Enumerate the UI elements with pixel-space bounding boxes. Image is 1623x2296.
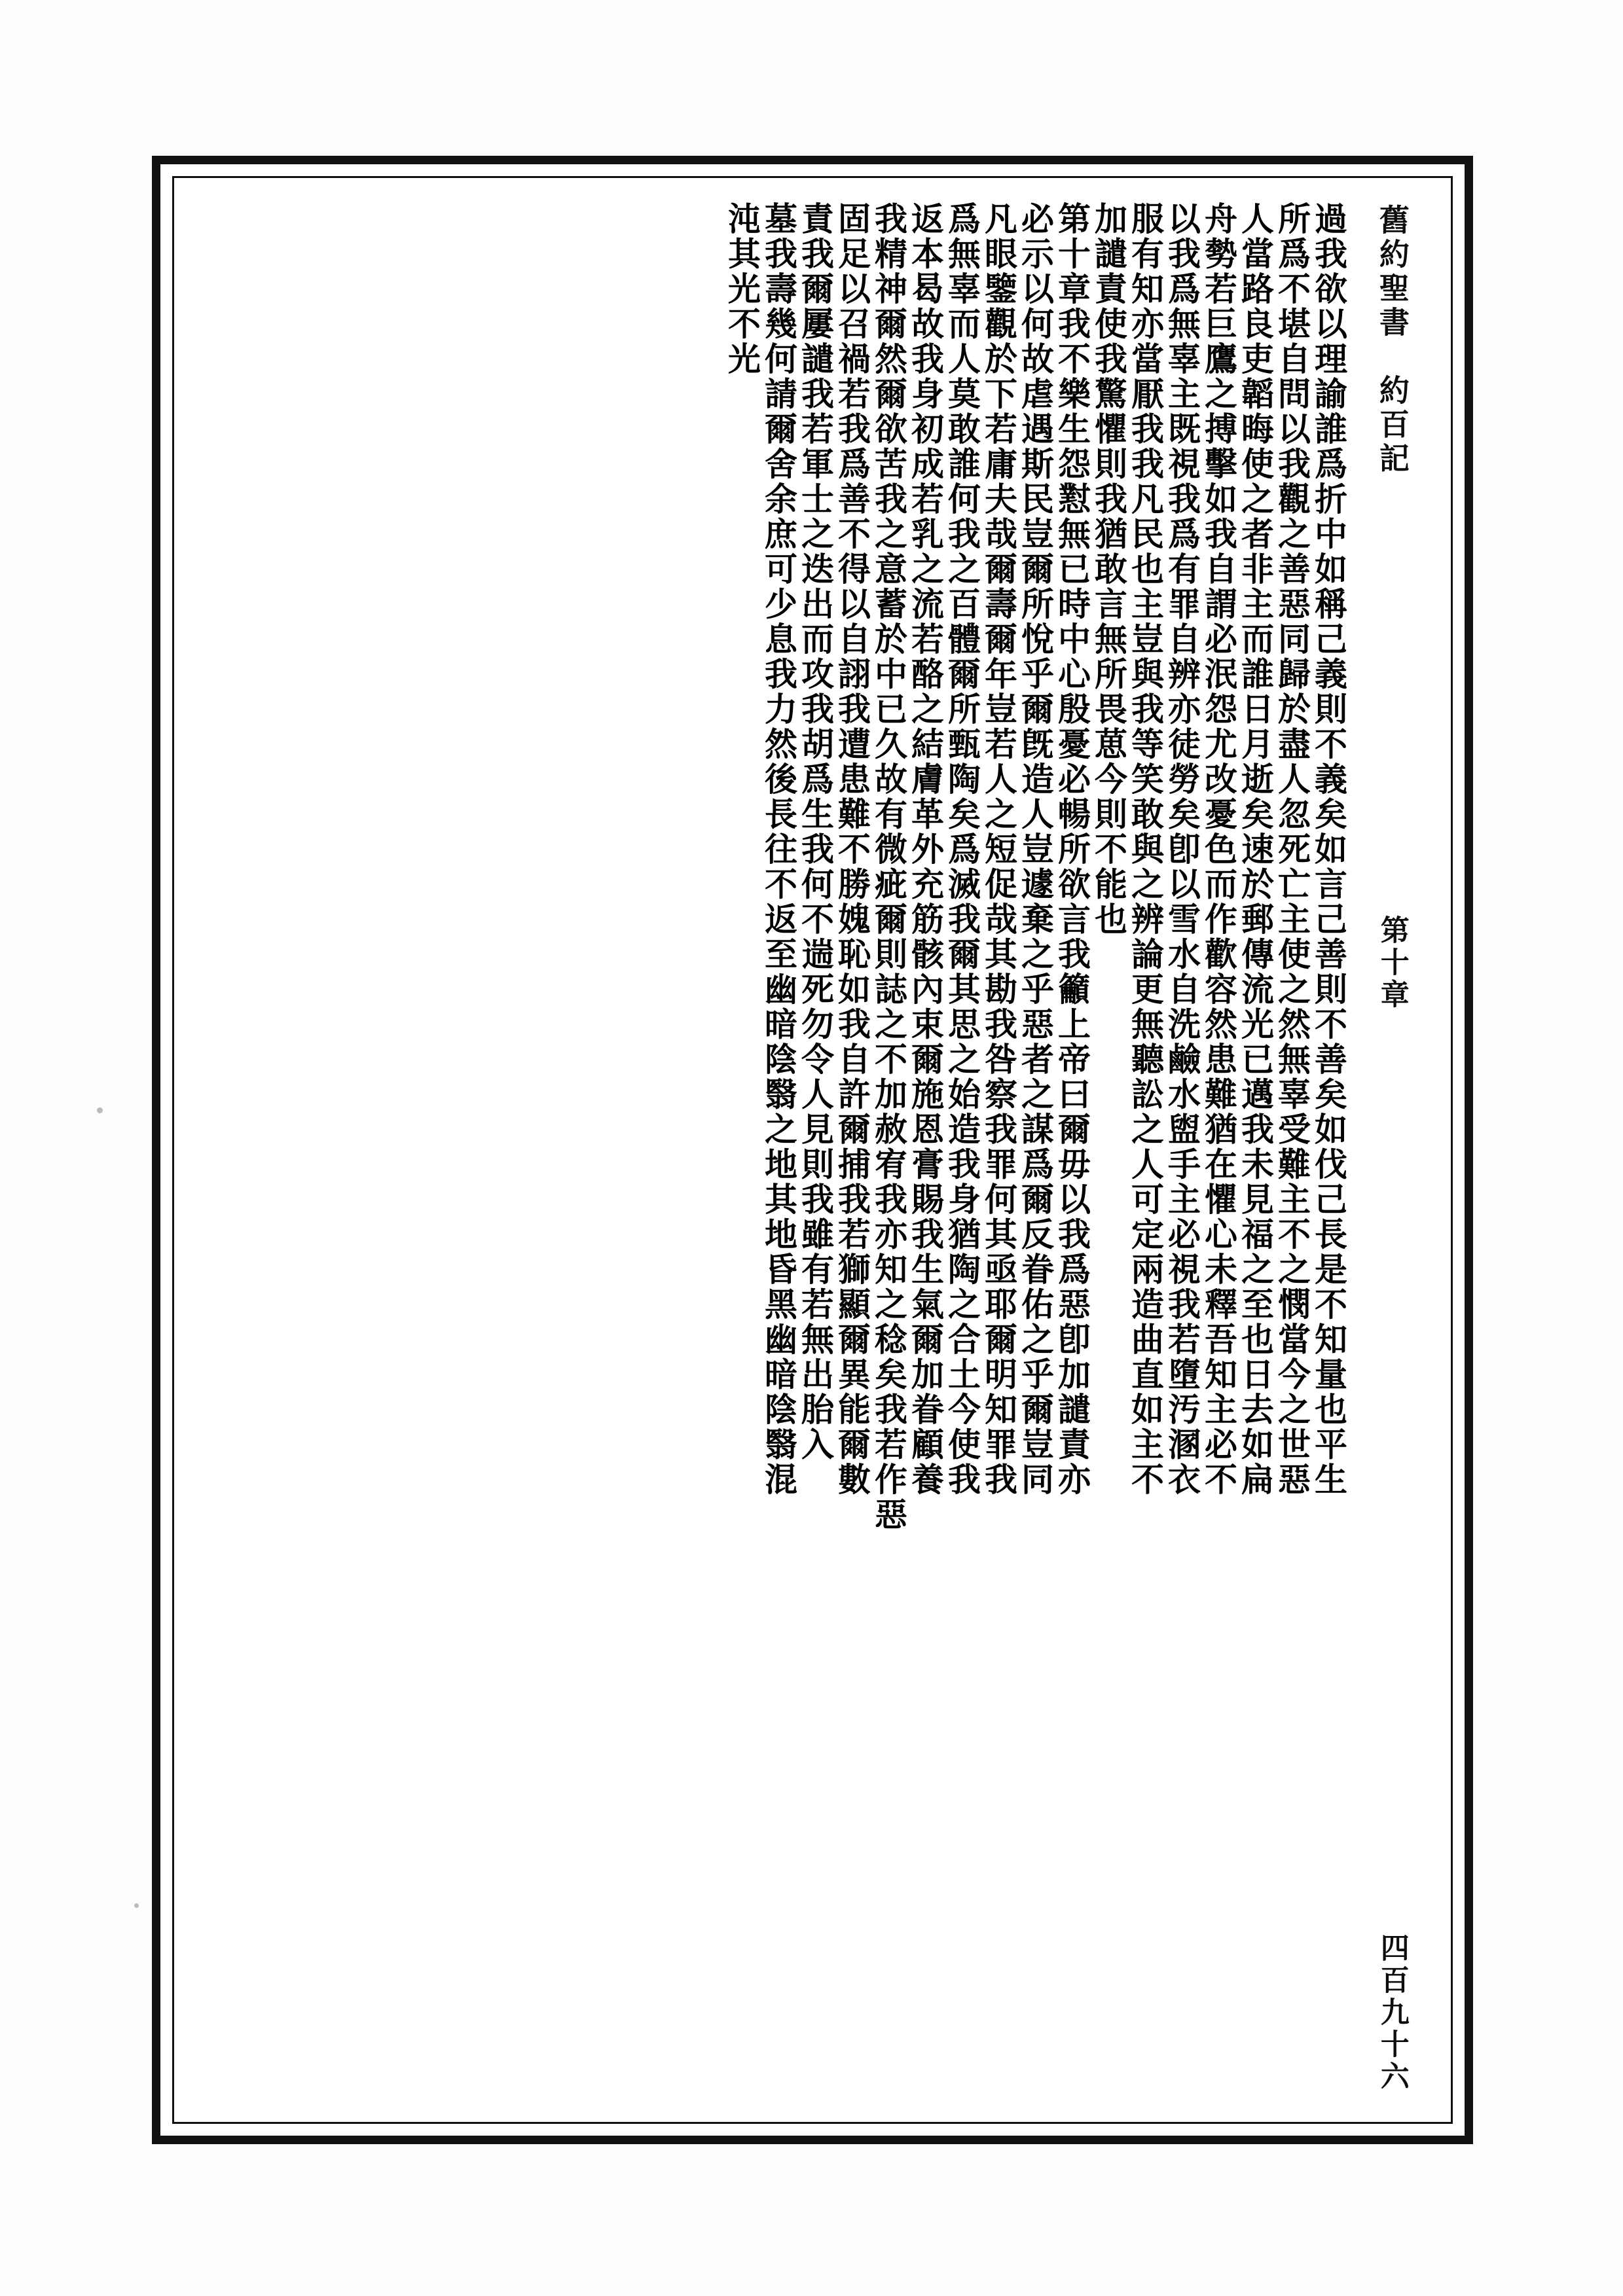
text-body [200, 202, 1425, 2098]
page-border-outer [152, 156, 1473, 2144]
text-column: 墓我壽幾何請爾舍余庶可少息我力然後長往不返至幽暗陰翳之地其地昏黑幽暗陰翳混 [759, 202, 798, 1498]
text-column: 加譴責使我驚懼則我猶敢言無所畏葸今則不能也 [1089, 202, 1128, 937]
page-border-inner [172, 176, 1453, 2124]
text-column: 人當路良吏韜晦使之者非主而誰日月逝矣速於郵傳流光已邁我未見福之至也日去如扁 [1236, 202, 1275, 1498]
text-column: 舟勢若巨鷹之搏擊如我自謂必泯怨尤改憂色而作歡容然患難猶在懼心未釋吾知主必不 [1199, 202, 1238, 1498]
text-column: 所爲不堪自問以我觀之善惡同歸於盡人忽死亡主使之然無辜受難主不之憫當今之世惡 [1273, 202, 1311, 1498]
text-column: 固足以召禍若我爲善不得以自詡我遭患難不勝媿恥如我自許爾捕我若獅顯爾異能爾數 [833, 202, 871, 1498]
text-column: 以我爲無辜主既視我爲有罪自辨亦徒勞矣卽以雪水自洗鹼水盥手主必視我若墮汚溷衣 [1163, 202, 1201, 1498]
text-column-chapter-start: 第十章我不樂生怨懟無已時中心殷憂必暢所欲言我籲上帝曰爾毋以我爲惡卽加譴責亦 [1053, 202, 1091, 1498]
text-column: 責我爾屢譴我若軍士之迭出而攻我胡爲生我何不遄死勿令人見則我雖有若無出胎入 [796, 202, 835, 1462]
text-column: 必示以何故虐遇斯民豈爾所悅乎爾旣造人豈遽棄之乎惡者之謀爲爾反眷佑之乎爾豈同 [1016, 202, 1055, 1498]
text-column: 爲無辜而人莫敢誰何我之百體爾所甄陶矣爲滅我爾其思之始造我身猶陶之合土今使我 [943, 202, 981, 1498]
book-title: 舊約聖書 約百記 [1374, 204, 1410, 476]
text-column: 沌其光不光 [723, 202, 761, 377]
text-column: 凡眼鑒觀於下若庸夫哉爾壽爾年豈若人之短促哉其勘我咎察我罪何其亟耶爾明知罪我 [979, 202, 1018, 1498]
page-number: 四百九十六 [1375, 1933, 1409, 2093]
text-column: 我精神爾然爾欲苦我之意蓄於中已久故有微疵爾則誌之不加赦宥我亦知之稔矣我若作惡 [869, 202, 908, 1532]
text-column: 返本曷故我身初成若乳之流若酪之結膚革外充筋骸內束爾施恩膏賜我生氣爾加眷顧養 [906, 202, 945, 1498]
text-column: 過我欲以理諭誰爲折中如稱己義則不義矣如言己善則不善矣如伐己長是不知量也平生 [1309, 202, 1348, 1498]
chapter-label: 第十章 [1375, 915, 1409, 1011]
page-speckle [97, 1107, 103, 1113]
page-header-column [1359, 202, 1425, 2098]
text-column: 服有知亦當厭我我凡民也主豈與我等笑敢與之辨論更無聽訟之人可定兩造曲直如主不 [1126, 202, 1165, 1498]
page-speckle [134, 1903, 139, 1908]
